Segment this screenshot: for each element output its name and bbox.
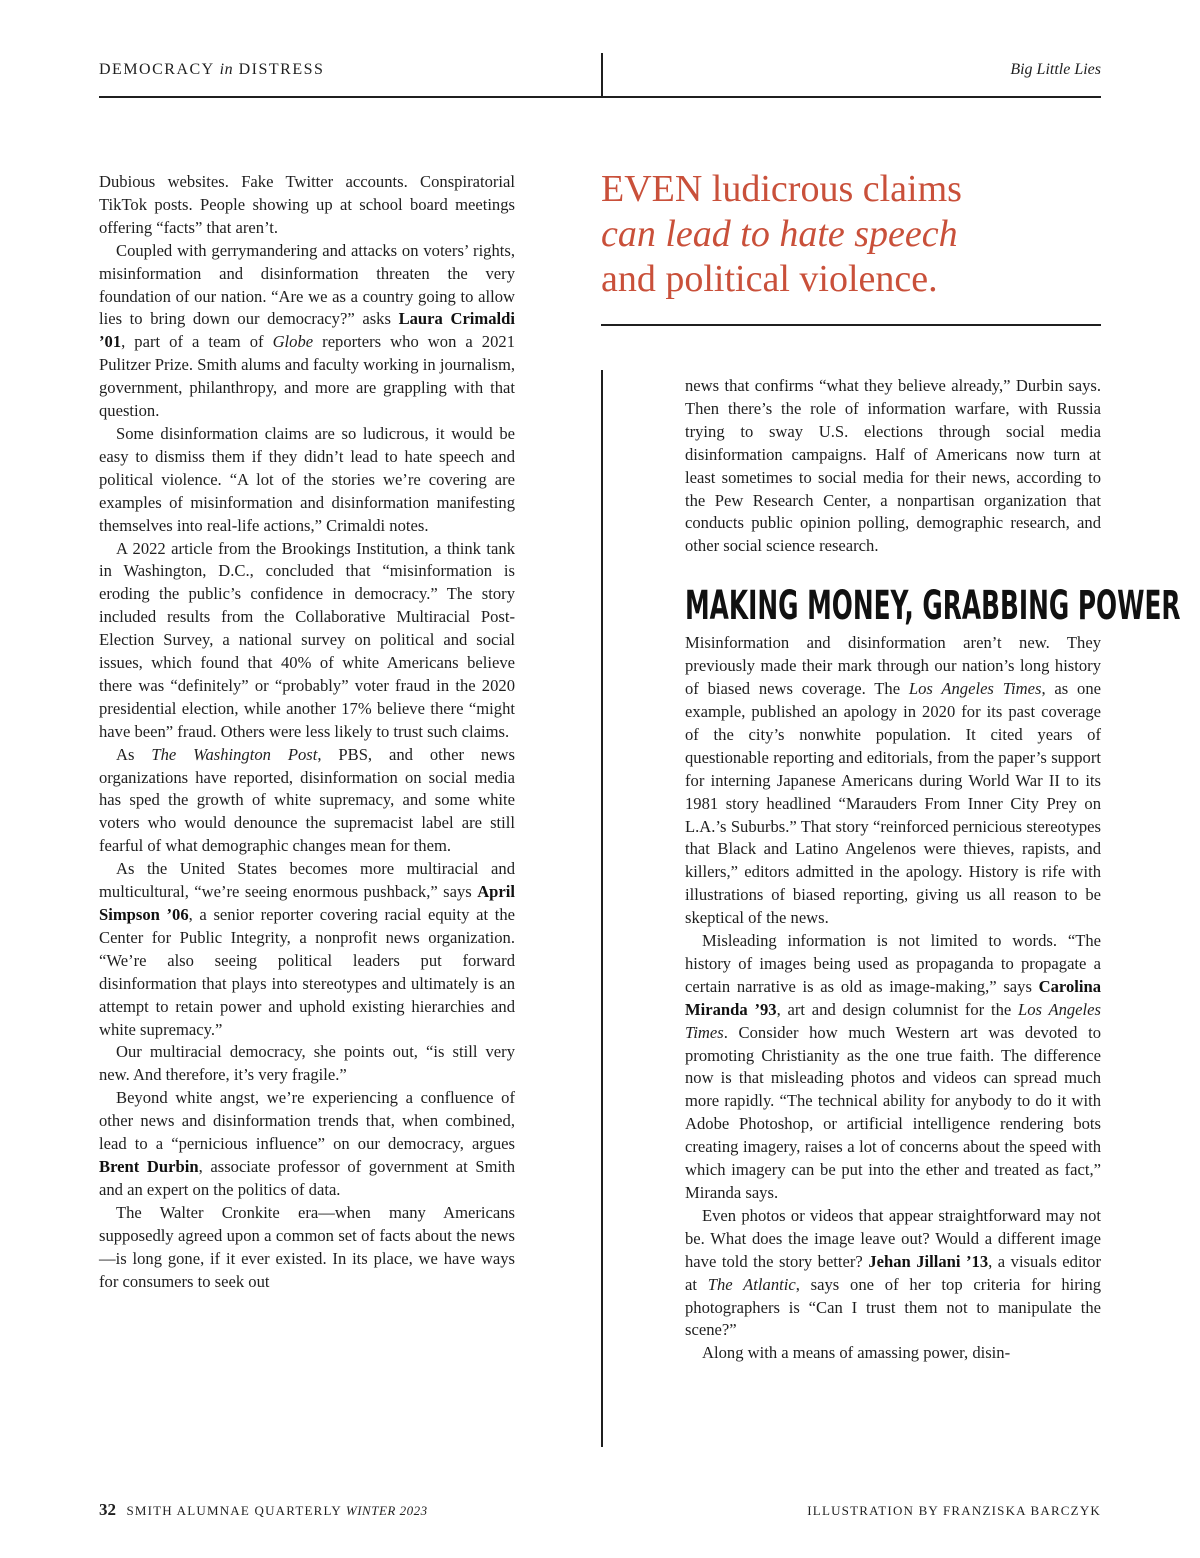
person-name: Jehan Jillani ’13 — [868, 1251, 989, 1271]
pull-quote-line1: EVEN ludicrous claims — [601, 168, 962, 210]
page-number: 32 — [99, 1500, 116, 1519]
publication-name: Los Angeles Times — [908, 679, 1042, 699]
paragraph: As The Washington Post, PBS, and other news organizations have reported, disinformation on social media has sped the growth of white supremacy, and some white voters who would denounce the supremacist label are still fearful of what demographic changes mean for them. — [99, 744, 515, 856]
left-column — [99, 171, 515, 1293]
section-title-connector: in — [219, 61, 234, 78]
right-column — [685, 375, 1181, 1365]
issue-date: WINTER 2023 — [345, 1503, 428, 1518]
pull-quote-line2: can lead to hate speech — [601, 213, 958, 255]
publication-title: SMITH ALUMNAE QUARTERLY — [126, 1503, 342, 1518]
section-title-part1: DEMOCRACY — [99, 61, 215, 78]
paragraph: Our multiracial democracy, she points out, “is still very new. And therefore, it’s very fragile.” — [99, 1042, 515, 1085]
column-divider — [601, 370, 603, 1447]
footer-folio — [99, 1500, 428, 1520]
paragraph: Dubious websites. Fake Twitter accounts. Conspiratorial TikTok posts. People showing up at school board meetings offering “facts” that aren’t. — [99, 172, 515, 237]
header-divider — [601, 53, 603, 96]
paragraph: Even photos or videos that appear straightforward may not be. What does the image leave out? Would a different image have told the story better? Jehan Jillani ’13, a visuals editor at The Atlantic, says one of her top criteria for hiring photographers is “Can I trust them not to manipulate the scene?” — [685, 1205, 1101, 1340]
publication-name: Los Angeles Times — [685, 999, 1101, 1042]
person-name: Brent Durbin — [99, 1156, 199, 1176]
paragraph: Misleading information is not limited to words. “The history of images being used as propaganda to propagate a certain narrative is as old as image-making,” says Carolina Miranda ’93, art and design columnist for the Los Angeles Times. Consider how much Western art was devoted to promoting Christianity as the one true faith. The difference now is that misleading photos and videos can spread much more rapidly. “The technical ability for anybody to do it with Adobe Photoshop, or artificial intelligence rendering bots creating imagery, raises a lot of concerns about the speed with which imagery can be put into the ether and treated as fact,” Miranda says. — [685, 931, 1101, 1202]
pull-quote-rule — [601, 324, 1101, 326]
paragraph: The Walter Cronkite era—when many Americans supposedly agreed upon a common set of facts about the news—is long gone, if it ever existed. In its place, we have ways for consumers to seek out — [99, 1202, 515, 1291]
header-rule — [99, 96, 1101, 98]
paragraph: Along with a means of amassing power, disin- — [702, 1343, 1011, 1363]
paragraph: news that confirms “what they believe already,” Durbin says. Then there’s the role of information warfare, with Russia trying to sway U.S. elections through social media disinformation campaigns. Half of Americans now turn at least sometimes to social media for their news, according to the Pew Research Center, a nonpartisan organization that conducts public opinion polling, demographic research, and other social science research. — [685, 376, 1101, 556]
illustration-credit: ILLUSTRATION BY FRANZISKA BARCZYK — [807, 1503, 1101, 1518]
paragraph: Beyond white angst, we’re experiencing a confluence of other news and disinformation trends that, when combined, lead to a “pernicious influence” on our democracy, argues Brent Durbin, associate professor of government at Smith and an expert on the politics of data. — [99, 1088, 516, 1199]
person-name: April Simpson ’06 — [99, 882, 515, 924]
paragraph: Misinformation and disinformation aren’t new. They previously made their mark through our nation’s long history of biased news coverage. The Los Angeles Times, as one example, published an apology in 2020 for its past coverage of the city’s nonwhite population. It cited years of questionable reporting and editorials, from the paper’s support for interning Japanese Americans during World War II to its 1981 story headlined “Marauders From Inner City Prey on L.A.’s Suburbs.” That story “reinforced pernicious stereotypes that Black and Latino Angelenos were thieves, rapists, and killers,” editors admitted in the apology. History is rife with illustrations of biased reporting, giving us all reason to be skeptical of the news. — [685, 633, 1101, 928]
section-header — [99, 61, 324, 79]
person-name: Laura Crimaldi ’01 — [99, 309, 515, 352]
pull-quote-line3: and political violence. — [601, 258, 938, 300]
publication-name: Globe — [272, 332, 314, 352]
paragraph: A 2022 article from the Brookings Institution, a think tank in Washington, D.C., concluded that “misinformation is eroding the public’s confidence in democracy.” The story included results from the Collaborative Multiracial Post-Election Survey, a national survey on political and social issues, which found that 40% of white Americans believe there was “definitely” or “probably” voter fraud in the 2020 presidential election, while another 17% believe there “might have been” fraud. Others were less likely to trust such claims. — [99, 538, 515, 741]
paragraph: Coupled with gerrymandering and attacks on voters’ rights, misinformation and disinformation threaten the very foundation of our nation. “Are we as a country going to allow lies to bring down our democracy?” asks Laura Crimaldi ’01, part of a team of Globe reporters who won a 2021 Pulitzer Prize. Smith alums and faculty working in journalism, government, philanthropy, and more are grappling with that question. — [99, 240, 515, 421]
publication-name: The Atlantic — [707, 1274, 796, 1294]
section-title-part2: DISTRESS — [238, 61, 325, 78]
paragraph: Some disinformation claims are so ludicrous, it would be easy to dismiss them if they didn’t lead to hate speech and political violence. “A lot of the stories we’re covering are examples of misinformation and disinformation manifesting themselves into real-life actions,” Crimaldi notes. — [99, 423, 515, 535]
pull-quote — [601, 167, 1101, 302]
paragraph: As the United States becomes more multiracial and multicultural, “we’re seeing enormous pushback,” says April Simpson ’06, a senior reporter covering racial equity at the Center for Public Integrity, a nonprofit news organization. “We’re also seeing political leaders put forward disinformation that plays into stereotypes and ultimately is an attempt to retain power and uphold existing hierarchies and white supremacy.” — [99, 859, 515, 1039]
story-title: Big Little Lies — [1010, 61, 1101, 78]
subhead: MAKING MONEY, GRABBING POWER — [685, 583, 1181, 630]
publication-name: The Washington Post — [151, 744, 318, 764]
person-name: Carolina Miranda ’93 — [685, 976, 1101, 1019]
